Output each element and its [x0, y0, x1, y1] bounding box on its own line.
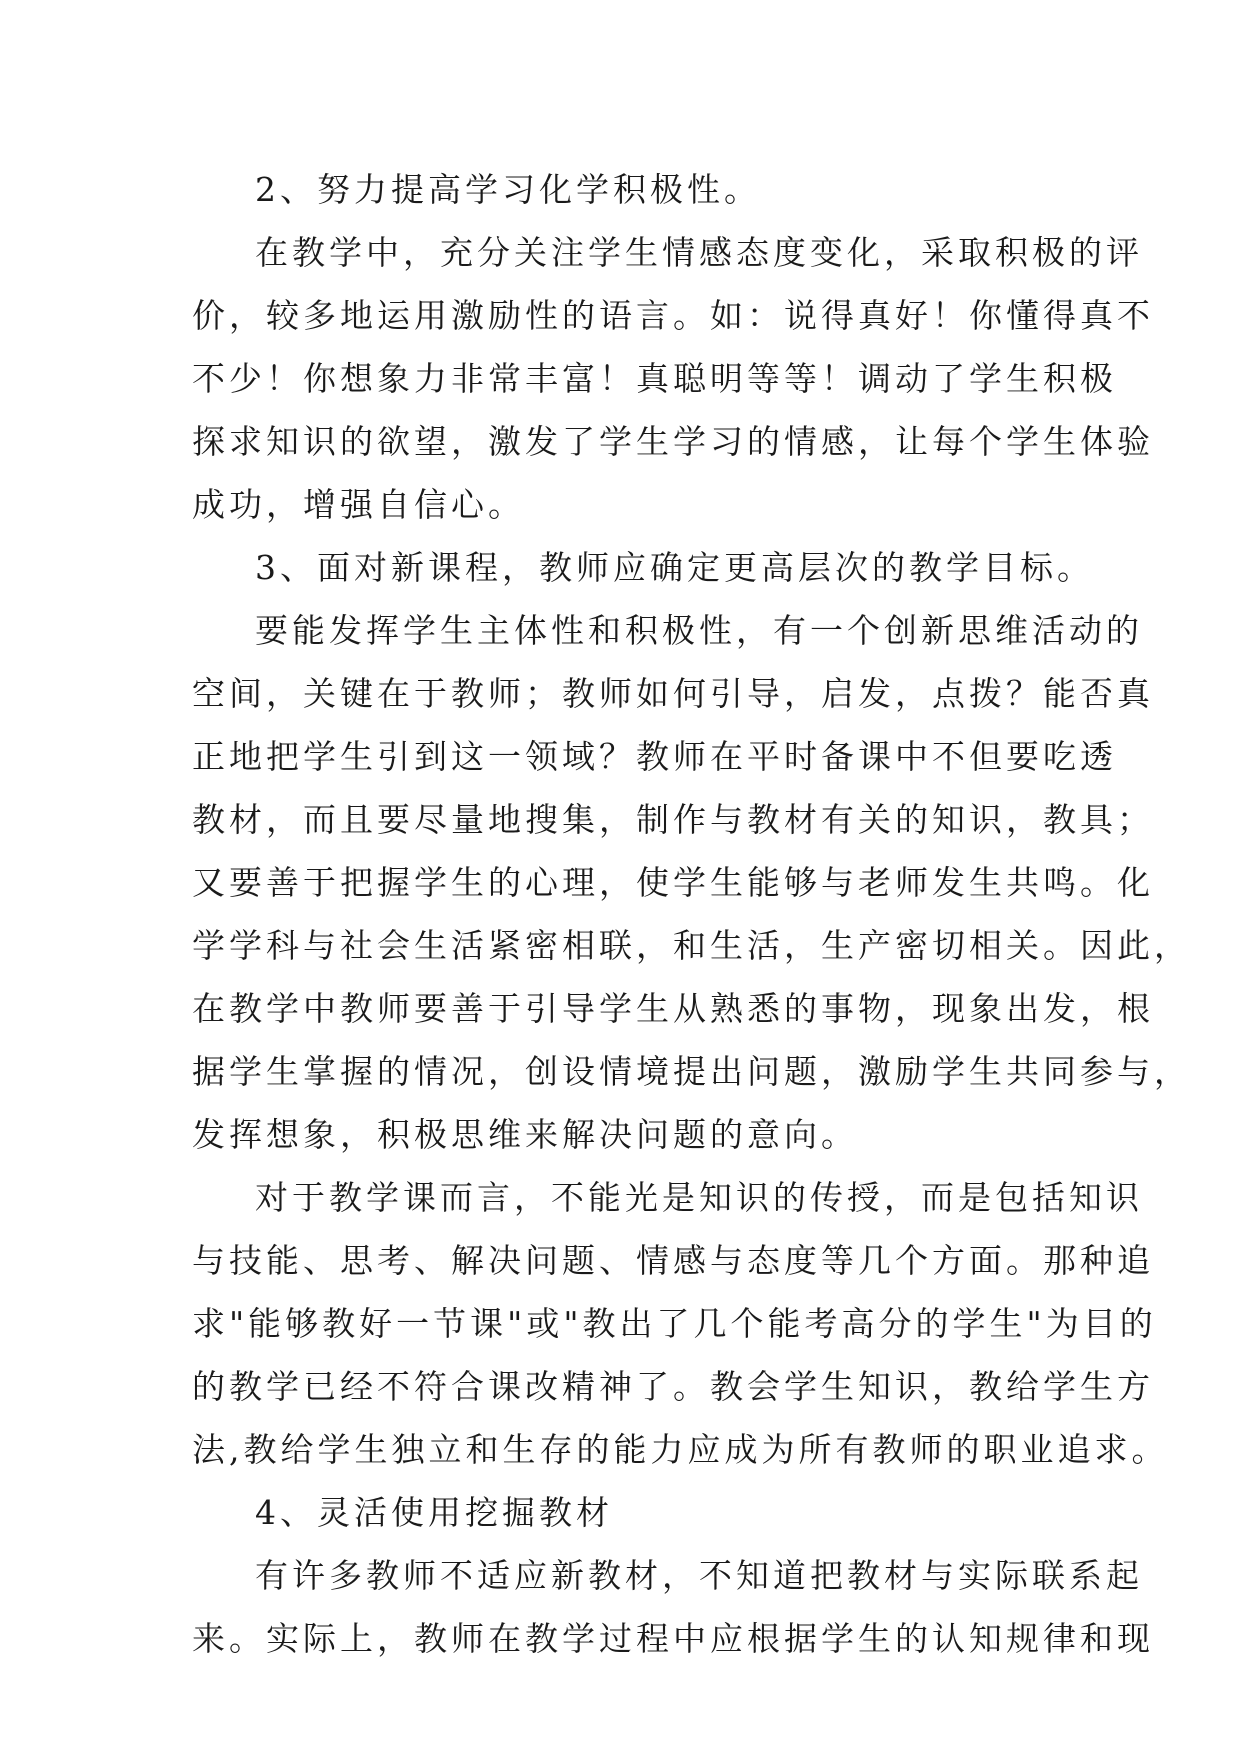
paragraph-line: 据学生掌握的情况，创设情境提出问题，激励学生共同参与， [192, 1052, 1191, 1091]
paragraph-line: 探求知识的欲望，激发了学生学习的情感，让每个学生体验 [192, 422, 1154, 461]
paragraph-line: 求"能够教好一节课"或"教出了几个能考高分的学生"为目的 [192, 1304, 1157, 1343]
paragraph-line: 有许多教师不适应新教材，不知道把教材与实际联系起 [255, 1556, 1143, 1595]
section-heading: 2、努力提高学习化学积极性。 [255, 170, 761, 209]
paragraph-line: 又要善于把握学生的心理，使学生能够与老师发生共鸣。化 [192, 863, 1154, 902]
paragraph-line: 要能发挥学生主体性和积极性，有一个创新思维活动的 [255, 611, 1143, 650]
paragraph-line: 在教学中教师要善于引导学生从熟悉的事物，现象出发，根 [192, 989, 1154, 1028]
document-body [192, 158, 1191, 1670]
paragraph-line: 法,教给学生独立和生存的能力应成为所有教师的职业追求。 [192, 1430, 1169, 1469]
paragraph-line: 正地把学生引到这一领域？教师在平时备课中不但要吃透 [192, 737, 1117, 776]
paragraph-line: 在教学中，充分关注学生情感态度变化，采取积极的评 [255, 233, 1143, 272]
paragraph-line: 教材，而且要尽量地搜集，制作与教材有关的知识，教具； [192, 800, 1154, 839]
paragraph-line: 不少！你想象力非常丰富！真聪明等等！调动了学生积极 [192, 359, 1117, 398]
paragraph-line: 与技能、思考、解决问题、情感与态度等几个方面。那种追 [192, 1241, 1154, 1280]
section-heading: 4、灵活使用挖掘教材 [255, 1493, 613, 1532]
paragraph-line: 学学科与社会生活紧密相联，和生活，生产密切相关。因此， [192, 926, 1191, 965]
paragraph-line: 来。实际上，教师在教学过程中应根据学生的认知规律和现 [192, 1619, 1154, 1658]
paragraph-line: 成功，增强自信心。 [192, 485, 525, 524]
paragraph-line: 空间，关键在于教师；教师如何引导，启发，点拨？能否真 [192, 674, 1154, 713]
paragraph-line: 的教学已经不符合课改精神了。教会学生知识，教给学生方 [192, 1367, 1154, 1406]
section-heading: 3、面对新课程，教师应确定更高层次的教学目标。 [255, 548, 1094, 587]
paragraph-line: 价，较多地运用激励性的语言。如：说得真好！你懂得真不 [192, 296, 1154, 335]
paragraph-line: 发挥想象，积极思维来解决问题的意向。 [192, 1115, 858, 1154]
paragraph-line: 对于教学课而言，不能光是知识的传授，而是包括知识 [255, 1178, 1143, 1217]
